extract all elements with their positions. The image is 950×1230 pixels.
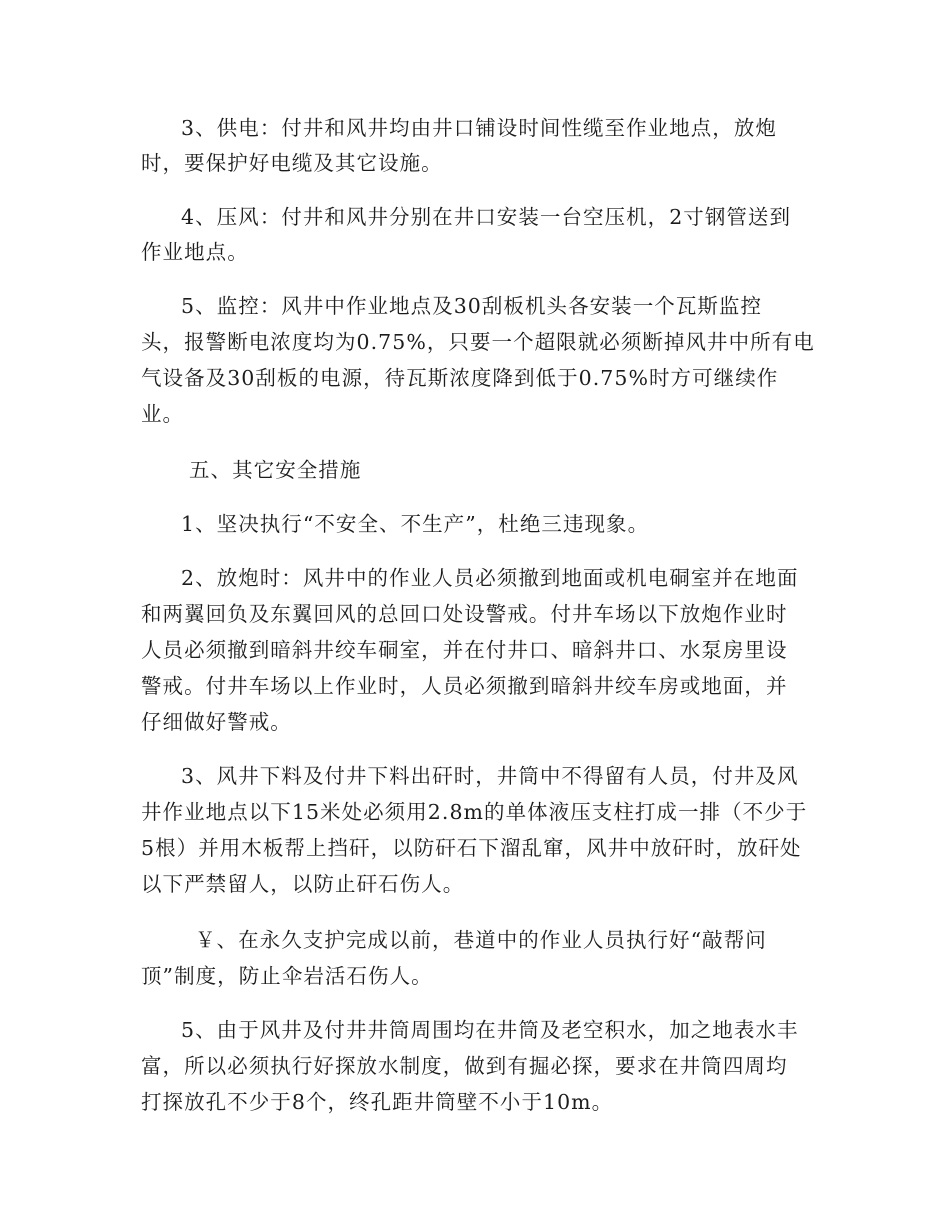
text-line: 时，要保护好电缆及其它设施。 [141, 151, 443, 175]
text-line: 气设备及30刮板的电源，待瓦斯浓度降到低于0.75%时方可继续作 [141, 366, 779, 390]
text-line: 和两翼回负及东翼回风的总回口处设警戒。付井车场以下放炮作业时 [141, 602, 788, 626]
text-line: 5、由于风井及付井井筒周围均在井筒及老空积水，加之地表水丰 [181, 1018, 799, 1042]
text-line: 3、风井下料及付井下料出矸时，井筒中不得留有人员，付井及风 [181, 764, 799, 788]
text-line: ￥、在永久支护完成以前，巷道中的作业人员执行好“敲帮问 [195, 928, 767, 952]
text-line: 业。 [141, 402, 185, 426]
text-line: 5根）并用木板帮上挡矸，以防矸石下溜乱窜，风井中放矸时，放矸处 [141, 836, 802, 860]
text-line: 打探放孔不少于8个，终孔距井筒壁不小于10m。 [141, 1090, 614, 1114]
text-line: 警戒。付井车场以上作业时，人员必须撤到暗斜井绞车房或地面，并 [141, 674, 788, 698]
text-line: 作业地点。 [141, 240, 249, 264]
text-line: 1、坚决执行“不安全、不生产”，杜绝三违现象。 [181, 512, 650, 536]
text-line: 人员必须撤到暗斜井绞车硐室，并在付井口、暗斜井口、水泵房里设 [141, 638, 788, 662]
text-line: 仔细做好警戒。 [141, 710, 292, 734]
section-heading: 五、其它安全措施 [189, 458, 362, 482]
text-line: 5、监控：风井中作业地点及30刮板机头各安装一个瓦斯监控 [181, 294, 763, 318]
text-line: 4、压风：付井和风井分别在井口安装一台空压机，2寸钢管送到 [181, 205, 792, 229]
text-line: 以下严禁留人，以防止矸石伤人。 [141, 872, 465, 896]
text-line: 3、供电：付井和风井均由井口铺设时间性缆至作业地点，放炮 [181, 116, 777, 140]
text-line: 富，所以必须执行好探放水制度，做到有掘必探，要求在井筒四周均 [141, 1054, 788, 1078]
text-line: 2、放炮时：风井中的作业人员必须撤到地面或机电硐室并在地面 [181, 566, 799, 590]
text-line: 井作业地点以下15米处必须用2.8m的单体液压支柱打成一排（不少于 [141, 800, 808, 824]
text-line: 头，报警断电浓度均为0.75%，只要一个超限就必须断掉风井中所有电 [141, 330, 815, 354]
text-line: 顶”制度，防止伞岩活石伤人。 [141, 964, 433, 988]
